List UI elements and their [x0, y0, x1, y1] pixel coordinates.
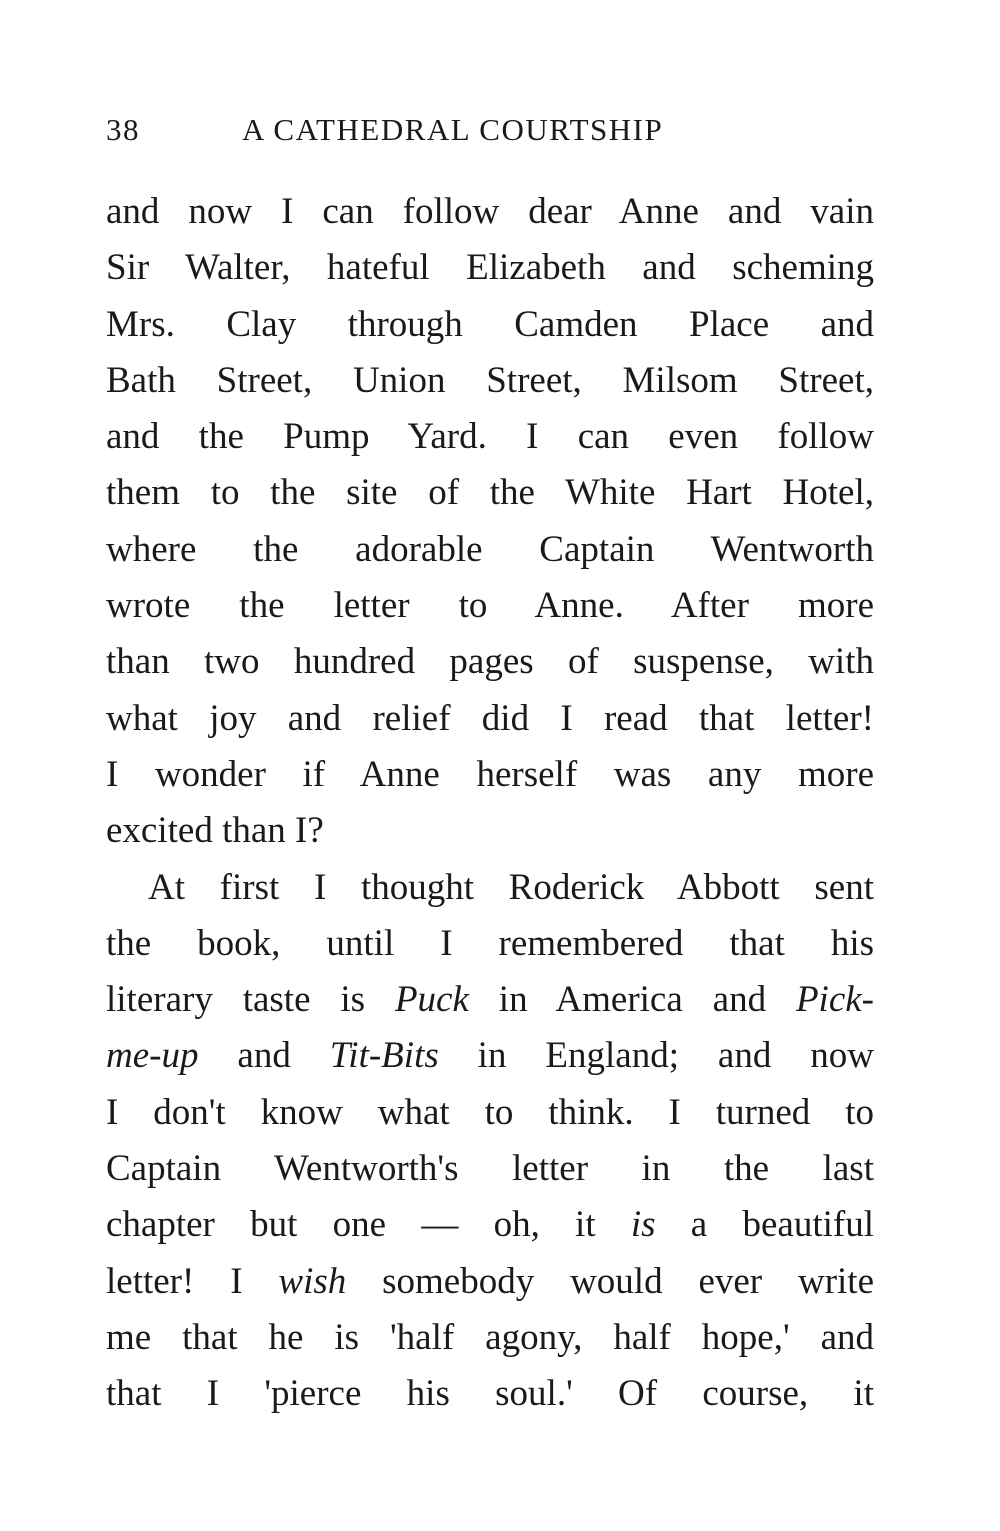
text-line: what joy and relief did I read that letter!: [106, 697, 874, 739]
text-line: At first I thought Roderick Abbott sent: [148, 866, 874, 908]
text-line: chapter but one — oh, it is a beautiful: [106, 1204, 874, 1246]
text-line: wrote the letter to Anne. After more: [106, 585, 874, 627]
text-line: me that he is 'half agony, half hope,' and: [106, 1316, 874, 1358]
text-line: them to the site of the White Hart Hotel,: [106, 472, 874, 514]
text-line: and the Pump Yard. I can even follow: [106, 416, 874, 458]
text-line: Captain Wentworth's letter in the last: [106, 1148, 874, 1190]
text-line: Mrs. Clay through Camden Place and: [106, 303, 874, 345]
text-line: where the adorable Captain Wentworth: [106, 528, 874, 570]
text-line: I don't know what to think. I turned to: [106, 1091, 874, 1133]
text-line: literary taste is Puck in America and Pick-: [106, 979, 874, 1021]
text-line: Sir Walter, hateful Elizabeth and scheming: [106, 247, 874, 289]
book-title: A CATHEDRAL COURTSHIP: [242, 112, 664, 147]
text-line: letter! I wish somebody would ever write: [106, 1260, 874, 1302]
text-line: and now I can follow dear Anne and vain: [106, 191, 874, 232]
text-line: me-up and Tit-Bits in England; and now: [106, 1035, 874, 1077]
text-line: that I 'pierce his soul.' Of course, it: [106, 1373, 874, 1415]
text-line: Bath Street, Union Street, Milsom Street,: [106, 359, 874, 401]
text-line: the book, until I remembered that his: [106, 922, 874, 964]
text-line: excited than I?: [106, 810, 324, 852]
body-text: [106, 184, 874, 1423]
page-number: 38: [106, 112, 140, 147]
text-line: I wonder if Anne herself was any more: [106, 753, 874, 795]
running-head: [106, 108, 876, 152]
text-line: than two hundred pages of suspense, with: [106, 641, 874, 683]
